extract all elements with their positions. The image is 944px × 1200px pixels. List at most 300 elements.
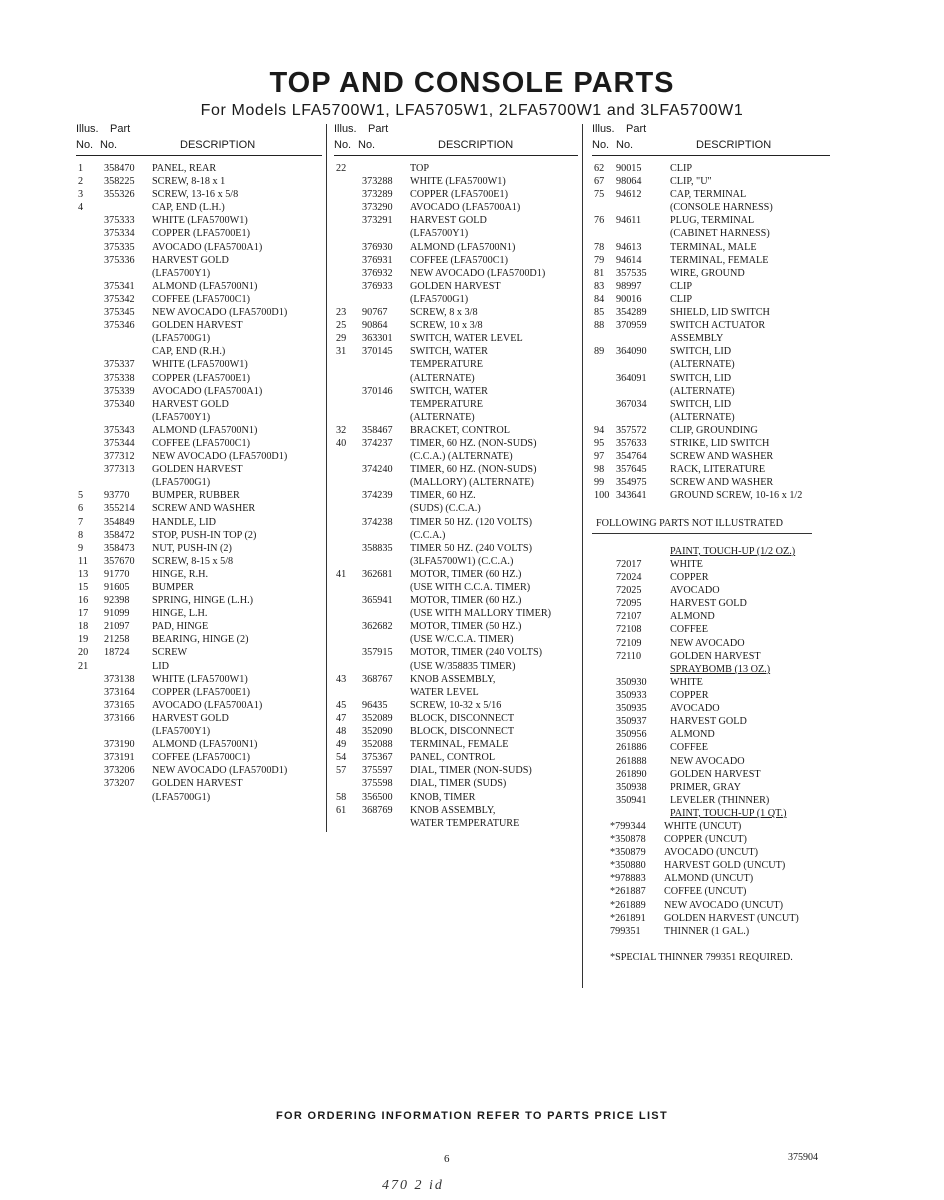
column-rule-1 [326,124,327,832]
description: LID [152,660,169,672]
illus-number: 1 [78,163,84,174]
table-row [592,227,830,240]
description: AVOCADO (LFA5700A1) [410,202,521,214]
illus-number: 85 [594,307,605,319]
table-row [334,162,578,175]
description: (C.C.A.) (ALTERNATE) [410,451,513,463]
illus-number: 45 [336,699,347,711]
table-row [334,214,578,227]
illus-number: 83 [594,280,605,292]
description: SPRING, HINGE (L.H.) [152,595,254,607]
table-row [616,768,836,781]
table-row [334,633,578,646]
part-number: 375345 [104,307,135,319]
description: SCREW [152,647,188,659]
description: KNOB ASSEMBLY, [410,804,496,816]
table-row [76,542,322,555]
description: MOTOR, TIMER (50 HZ.) [410,621,522,633]
table-row [334,411,578,424]
part-number: 368767 [362,673,393,685]
description: SWITCH ACTUATOR [670,320,766,332]
illus-number: 61 [336,804,347,816]
part-number: 358473 [104,542,135,554]
illus-number: 19 [78,634,89,646]
description: (LFA5700G1) [152,477,211,489]
description: AVOCADO (UNCUT) [664,847,759,859]
description: GOLDEN HARVEST [670,768,761,780]
part-number: 376930 [362,241,393,253]
illus-number: 47 [336,712,347,724]
part-number: 370145 [362,346,393,358]
table-row [610,846,830,859]
description: (LFA5700Y1) [410,228,469,240]
illus-number: 79 [594,254,605,266]
header-part: Part [626,123,647,135]
description: DIAL, TIMER (SUDS) [410,778,507,790]
description: COFFEE (LFA5700C1) [152,293,251,305]
part-number: 261886 [616,742,647,754]
description: BUMPER, RUBBER [152,490,240,502]
description: TEMPERATURE [410,398,484,410]
table-row [616,650,836,663]
part-number: 72109 [616,637,642,649]
part-number: 98997 [616,280,642,292]
illus-number: 7 [78,516,84,528]
part-number: 98064 [616,176,642,188]
document-number: 375904 [788,1152,818,1163]
illus-number: 62 [594,163,605,174]
table-row [334,817,578,830]
description: (LFA5700Y1) [152,411,211,423]
description: WHITE (LFA5700W1) [152,673,248,685]
table-row [76,568,322,581]
part-number: 358835 [362,542,393,554]
page-number: 6 [444,1153,450,1165]
table-row [334,646,578,659]
header-part: Part [368,123,389,135]
description: COPPER (LFA5700E1) [152,228,251,240]
table-row [334,594,578,607]
description: ALMOND (LFA5700N1) [152,280,258,292]
table-row [76,450,322,463]
table-row [610,912,830,925]
description: COPPER (LFA5700E1) [152,372,251,384]
part-number: 352090 [362,726,393,738]
part-number: 93770 [104,490,130,502]
description: COPPER (UNCUT) [664,834,747,846]
table-row [334,607,578,620]
part-number: 91770 [104,568,130,580]
part-number: 375343 [104,424,135,436]
table-row [334,280,578,293]
table-row [592,306,830,319]
description: HARVEST GOLD [670,598,747,610]
description: GOLDEN HARVEST [152,778,243,790]
part-number: 358470 [104,163,135,174]
illus-number: 17 [78,608,89,620]
part-number: 377312 [104,451,135,463]
table-row [616,781,836,794]
table-row [334,804,578,817]
table-row [592,280,830,293]
part-number: 376933 [362,280,393,292]
illus-number: 18 [78,621,89,633]
table-row [76,686,322,699]
table-row [76,529,322,542]
part-number: 375340 [104,398,135,410]
description: NEW AVOCADO (LFA5700D1) [152,765,288,777]
part-number: 350937 [616,716,647,728]
part-number: 357572 [616,424,647,436]
table-row [76,660,322,673]
description: (3LFA5700W1) (C.C.A.) [410,555,514,567]
description: SCREW, 8-15 x 5/8 [152,555,234,567]
part-number: 91605 [104,582,130,593]
part-number: 357633 [616,437,647,449]
table-row [76,607,322,620]
description: TIMER 50 HZ. (240 VOLTS) [410,542,532,554]
part-number: 374237 [362,437,393,449]
description: CLIP [670,163,693,174]
table-row [76,463,322,476]
description: BRACKET, CONTROL [410,424,510,436]
table-row [76,555,322,568]
part-number: 357915 [362,647,393,659]
table-row [616,637,836,650]
table-row [592,241,830,254]
table-row [616,597,836,610]
description: (CONSOLE HARNESS) [670,202,773,214]
part-number: 375333 [104,215,135,227]
part-number: 355326 [104,189,135,201]
table-row [616,584,836,597]
header-part: Part [110,123,131,135]
description: ASSEMBLY [670,333,724,345]
table-row [616,571,836,584]
table-row [334,385,578,398]
table-row [76,188,322,201]
part-number: 92398 [104,595,130,607]
table-row [334,660,578,673]
illus-number: 20 [78,647,89,659]
table-row [592,319,830,332]
table-row [334,751,578,764]
description: (LFA5700G1) [152,791,211,803]
description: (ALTERNATE) [670,385,735,397]
description: (LFA5700Y1) [152,726,211,738]
description: LEVELER (THINNER) [670,794,770,806]
description: SCREW, 13-16 x 5/8 [152,189,239,201]
illus-number: 25 [336,320,347,332]
part-number: 261888 [616,755,647,767]
parts-list-3 [592,162,830,502]
part-number: 375597 [362,765,393,777]
description: CAP, END (R.H.) [152,346,226,358]
description: SCREW, 10-32 x 5/16 [410,699,502,711]
table-row [334,568,578,581]
description: SWITCH, WATER [410,346,488,358]
table-row [76,280,322,293]
description: WHITE (LFA5700W1) [152,359,248,371]
table-row [76,293,322,306]
part-number: 21258 [104,634,130,646]
description: WHITE [670,677,703,688]
table-row [334,227,578,240]
table-row [334,463,578,476]
description: WHITE [670,559,703,570]
description: NEW AVOCADO [670,637,745,649]
description: PLUG, TERMINAL [670,215,755,227]
table-row [334,581,578,594]
part-number: 357645 [616,464,647,476]
special-note: *SPECIAL THINNER 799351 REQUIRED. [610,952,793,963]
part-number: 373165 [104,699,135,711]
part-number: 350933 [616,690,647,702]
description: SWITCH, LID [670,372,732,384]
table-row [334,332,578,345]
table-row [616,715,836,728]
part-number: 375336 [104,254,135,266]
table-row [76,345,322,358]
illus-number: 16 [78,595,89,607]
header-illus: Illus. [76,123,99,135]
table-row [334,502,578,515]
description: HINGE, L.H. [152,608,208,620]
description: ALMOND (LFA5700N1) [152,739,258,751]
table-row [76,594,322,607]
table-row [592,411,830,424]
description: (USE W/358835 TIMER) [410,660,516,672]
description: TERMINAL, MALE [670,241,757,253]
parts-column-3 [592,121,830,502]
table-row [76,620,322,633]
handwritten-note: 470 2 id [382,1178,444,1193]
description: ALMOND (UNCUT) [664,873,754,885]
table-row [592,385,830,398]
illus-number: 100 [594,490,610,502]
table-row [616,755,836,768]
table-row [616,689,836,702]
part-number: *799344 [610,821,646,832]
description: STOP, PUSH-IN TOP (2) [152,529,257,541]
table-row [76,398,322,411]
part-number: 357535 [616,267,647,279]
table-row [334,712,578,725]
part-number: 373166 [104,712,135,724]
table-row [592,162,830,175]
table-row [334,398,578,411]
table-row [334,620,578,633]
part-number: 72107 [616,611,642,623]
description: COFFEE (UNCUT) [664,886,747,898]
part-number: 90864 [362,320,388,332]
header-illus-no: No. [76,139,94,151]
illus-number: 15 [78,582,89,593]
table-row [592,188,830,201]
description: AVOCADO [670,585,720,597]
table-row [592,424,830,437]
description: BLOCK, DISCONNECT [410,726,515,738]
illus-number: 58 [336,791,347,803]
table-row [334,529,578,542]
description: COFFEE [670,624,708,636]
description: COFFEE (LFA5700C1) [152,437,251,449]
description: TIMER, 60 HZ. (NON-SUDS) [410,464,537,476]
part-number: 373207 [104,778,135,790]
part-number: 799351 [610,925,641,937]
description: GOLDEN HARVEST [670,650,761,662]
description: HINGE, R.H. [152,568,209,580]
part-number: 375334 [104,228,135,240]
description: RACK, LITERATURE [670,464,766,476]
part-number: 373190 [104,739,135,751]
table-row [610,885,830,898]
description: NEW AVOCADO (UNCUT) [664,899,784,911]
part-number: *261887 [610,886,646,898]
part-number: 362682 [362,621,393,633]
table-row [334,516,578,529]
parts-column-1 [76,121,322,804]
header-illus: Illus. [334,123,357,135]
table-row [76,306,322,319]
description: SWITCH, LID [670,398,732,410]
table-row [76,358,322,371]
table-row [592,372,830,385]
description: COFFEE (LFA5700C1) [152,752,251,764]
part-number: 364090 [616,346,647,358]
part-number: *978883 [610,873,646,885]
description: TIMER 50 HZ. (120 VOLTS) [410,516,532,528]
description: TIMER, 60 HZ. (NON-SUDS) [410,437,537,449]
part-number: 368769 [362,804,393,816]
description: COPPER [670,572,709,584]
part-number: 72024 [616,572,642,584]
description: SCREW, 8-18 x 1 [152,176,226,188]
description: (LFA5700G1) [152,333,211,345]
not-illustrated-heading: FOLLOWING PARTS NOT ILLUSTRATED [596,518,784,529]
description: STRIKE, LID SWITCH [670,437,770,449]
description: AVOCADO (LFA5700A1) [152,241,263,253]
part-number: 374239 [362,490,393,502]
illus-number: 99 [594,477,605,489]
part-number: 375344 [104,437,135,449]
table-row [334,699,578,712]
table-row [334,201,578,214]
illus-number: 41 [336,568,347,580]
description: NEW AVOCADO [670,755,745,767]
part-number: 362681 [362,568,393,580]
part-number: 72017 [616,559,642,570]
table-row [76,424,322,437]
description: ALMOND (LFA5700N1) [152,424,258,436]
table-row [76,332,322,345]
description: SWITCH, WATER [410,385,488,397]
part-number: 376931 [362,254,393,266]
table-row [610,859,830,872]
description: SHIELD, LID SWITCH [670,307,770,319]
part-number: 375342 [104,293,135,305]
header-illus: Illus. [592,123,615,135]
description: (ALTERNATE) [410,411,475,423]
illus-number: 4 [78,202,84,214]
table-row [334,686,578,699]
description: CLIP, "U" [670,176,712,188]
column-header [334,121,578,156]
part-number: 373290 [362,202,393,214]
description: SCREW, 8 x 3/8 [410,307,478,319]
header-part-no: No. [616,139,634,151]
description: BLOCK, DISCONNECT [410,712,515,724]
illus-number: 22 [336,163,347,174]
table-row [334,791,578,804]
table-row [334,267,578,280]
part-number: 72110 [616,650,642,662]
part-number: 350941 [616,794,647,806]
description: PAD, HINGE [152,621,209,633]
description: PANEL, CONTROL [410,752,496,764]
part-number: 94611 [616,215,642,227]
part-number: 375346 [104,320,135,332]
table-row [76,437,322,450]
part-number: *261891 [610,912,646,924]
description: (ALTERNATE) [670,359,735,371]
table-row [76,791,322,804]
part-number: 91099 [104,608,130,620]
table-row [592,267,830,280]
table-row [334,437,578,450]
illus-number: 6 [78,503,84,515]
table-row [76,777,322,790]
part-number: 72108 [616,624,642,636]
description: (C.C.A.) [410,529,446,541]
illus-number: 88 [594,320,605,332]
table-row [76,476,322,489]
description: AVOCADO [670,703,720,715]
part-number: 374240 [362,464,393,476]
part-number: 350930 [616,677,647,688]
illus-number: 23 [336,307,347,319]
illus-number: 48 [336,726,347,738]
page-title: TOP AND CONSOLE PARTS [269,67,675,99]
table-row [76,751,322,764]
column-rule-2 [582,124,583,988]
description: CAP, END (L.H.) [152,202,225,214]
part-number: 350938 [616,781,647,793]
part-number: 373138 [104,673,135,685]
table-row [76,581,322,594]
table-row [76,516,322,529]
table-row [76,241,322,254]
description: ALMOND [670,611,715,623]
table-row [76,489,322,502]
illus-number: 97 [594,451,605,463]
description: CLIP [670,280,693,292]
table-row [334,764,578,777]
part-number: 90016 [616,293,642,305]
ordering-footer: FOR ORDERING INFORMATION REFER TO PARTS PRICE LIST [276,1110,668,1122]
part-number: 373288 [362,176,393,188]
table-row [616,728,836,741]
table-row [334,725,578,738]
description: PANEL, REAR [152,163,217,174]
table-row [592,358,830,371]
table-row [334,424,578,437]
table-row [334,777,578,790]
illus-number: 95 [594,437,605,449]
description: WHITE (LFA5700W1) [152,215,248,227]
table-row [610,872,830,885]
description: (LFA5700Y1) [152,267,211,279]
